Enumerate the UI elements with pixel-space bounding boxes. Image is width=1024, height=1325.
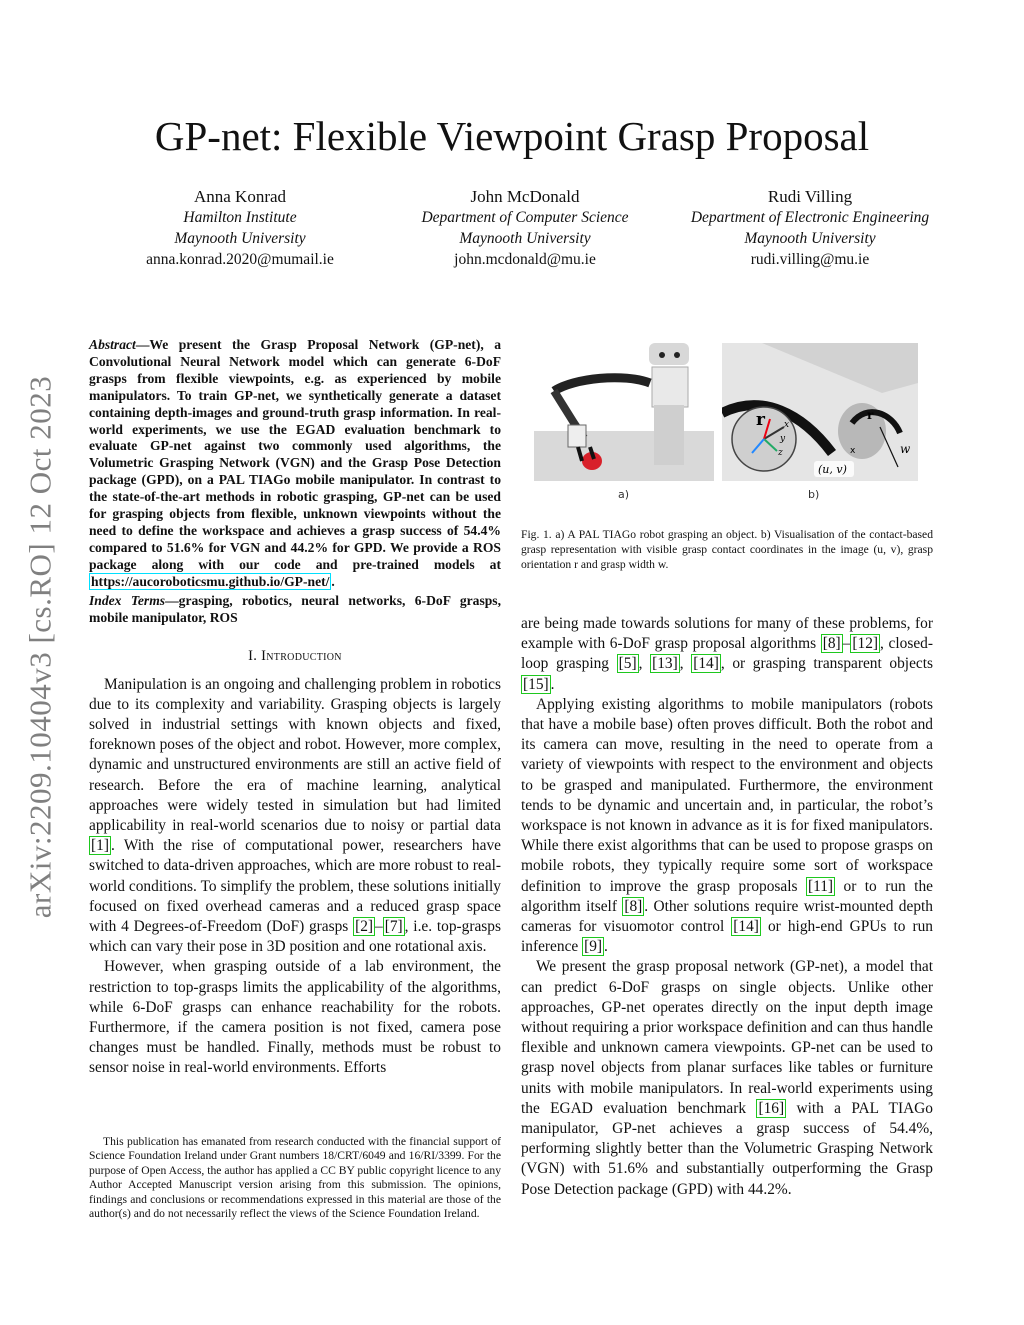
abstract-lead: Abstract [89,337,136,352]
index-terms [89,593,501,627]
author-name: Anna Konrad [193,187,287,206]
author-affiliation: Hamilton Institute [183,209,297,226]
index-terms-text: —grasping, robotics, neural networks, 6-DoF grasps, mobile manipulator, ROS [89,592,501,625]
citation-link[interactable]: [12] [852,635,879,653]
left-column [89,337,501,1079]
citation-link[interactable]: [1] [91,837,109,855]
author-affiliation: Department of Electronic Engineering [690,209,930,226]
figure-1 [534,343,926,503]
figure-label-a: a) [618,488,630,501]
grasp-orientation-symbol: r [756,410,765,430]
citation-link[interactable]: [5] [618,655,637,673]
author-email: john.mcdonald@mu.ie [454,251,596,268]
author-2 [385,186,665,270]
paper-title: GP-net: Flexible Viewpoint Grasp Proposal [154,113,870,159]
project-link[interactable]: https://aucoroboticsmu.github.io/GP-net/ [91,573,330,589]
citation-link[interactable]: [8] [624,897,643,915]
citation-link[interactable]: [7] [384,918,403,936]
footnote: This publication has emanated from research conducted with the financial support of Science Foundation Ireland under Grant numbers 18/CRT/6049 and 16/RI/3399. For the purpose of Open Access, the author has applied a CC BY public copyright licence to any Author Accepted Manuscript version arising from this submission. The opinions, findings and conclusions or recommendations expressed in this material are those of the author(s) and do not necessarily reflect the views of the Science Foundation Ireland. [89,1135,501,1221]
author-email: anna.konrad.2020@mumail.ie [146,251,334,268]
author-name: John McDonald [470,187,580,206]
author-name: Rudi Villing [767,187,853,206]
citation-link[interactable]: [16] [758,1099,785,1117]
citation-link[interactable]: [15] [523,675,549,693]
index-terms-lead: Index Terms [89,592,166,608]
svg-text:x: x [850,446,856,456]
author-block [100,186,950,270]
abstract-text: —We present the Grasp Proposal Network (GP-net), a Convolutional Neural Network model which can generate 6-DoF grasps from flexible viewpoints, e.g. as experienced by mobile manipulators. To train GP-net, we synthetically generate a dataset containing depth-images and ground-truth grasp information. In real-world experiments, we use the EGAD evaluation benchmark to evaluate GP-net against two commonly used algorithms, the Volumetric Grasping Network (VGN) and the Grasp Pose Detection package (GPD), on a PAL TIAGo mobile manipulator. In contrast to the state-of-the-art methods in robotic grasping, GP-net can be used for grasping objects from flexible, unknown viewpoints without the need to define the workspace and achieves a grasp success of 54.4% compared to 51.6% for VGN and 44.2% for GPD. We provide a ROS package along with our code and pre-trained models at [89,337,501,572]
robot-photo [534,343,714,481]
citation-link[interactable]: [9] [584,938,603,956]
figure-label-b: b) [808,488,820,501]
author-affiliation: Maynooth University [174,230,306,247]
grasp-visualisation [722,343,918,481]
author-affiliation: Maynooth University [459,230,591,247]
svg-text:x: x [784,420,790,430]
grasp-width-symbol: w [900,442,911,456]
author-affiliation: Department of Computer Science [421,209,629,226]
abstract: Abstract—We present the Grasp Proposal Network (GP-net), a Convolutional Neural Network model which can generate 6-DoF grasps from flexible viewpoints, e.g. as experienced by mobile manipulators. To train GP-net, we synthetically generate a dataset containing depth-images and ground-truth grasp information. In real-world experiments, we use the EGAD evaluation benchmark to evaluate GP-net against two commonly used algorithms, the Volumetric Grasping Network (VGN) and the Grasp Pose Detection package (GPD), on a PAL TIAGo mobile manipulator. In contrast to the state-of-the-art methods in robotic grasping, GP-net can be used for grasping objects from flexible, unknown viewpoints without the need to define the workspace and achieves a grasp success of 54.4% compared to 51.6% for VGN and 44.2% for GPD. We provide a ROS package along with our code and pre-trained models at https://aucoroboticsmu.github.io/GP-net/ . [89,337,501,589]
arxiv-stamp: arXiv:2209.10404v3 [cs.RO] 12 Oct 2023 [22,375,57,919]
citation-link[interactable]: [13] [652,655,678,673]
citation-link[interactable]: [2] [355,918,374,936]
section-heading-introduction: I. Introduction [248,648,342,665]
figure-caption: Fig. 1. a) A PAL TIAGo robot grasping an object. b) Visualisation of the contact-based grasp representation with visible grasp contact coordinates in the image (u, v), grasp orientation r and grasp width w. [521,528,933,571]
author-affiliation: Maynooth University [744,230,876,247]
intro-paragraph-4: We present the grasp proposal network (GP-net), a model that can predict 6-DoF grasps on single objects. Unlike other approaches, GP-net operates directly on the input depth image without requiring a prior workspace definition and can thus handle flexible and unknown camera viewpoints. GP-net can be used to grasp novel objects from planar surfaces like tables or furniture units with mobile manipulators. In real-world experiments using the EGAD evaluation benchmark [16] with a PAL TIAGo manipulator, GP-net achieves a grasp success of 54.4%, performing slightly better than the Volumetric Grasping Network (VGN) with 51.6% and substantially outperforming the Grasp Pose Detection package (GPD) with 44.2%. [521,958,933,1198]
citation-link[interactable]: [14] [733,918,759,936]
right-column [521,614,933,1200]
svg-text:r: r [867,408,874,422]
intro-paragraph-3: Applying existing algorithms to mobile manipulators (robots that have a mobile base) often proves difficult. Both the robot and its camera can move, resulting in the need to operate from a variety of viewpoints with respect to the environment and objects to be grasped and manipulated. Furthermore, the environment tends to be dynamic and uncertain and, in particular, the robot’s workspace is not known in advance as it is for fixed manipulators. While there exist algorithms that can be used to propose grasps on mobile robots, they typically require some sort of workspace definition to improve the grasp proposals [11] or to run the algorithm itself [8] . Other solutions require wrist-mounted depth cameras for visuomotor control [14] or high-end GPUs to run inference [9] . [521,695,933,956]
contact-coord-symbol: (u, v) [818,463,847,476]
svg-text:z: z [778,448,783,458]
svg-text:y: y [780,434,786,444]
citation-link[interactable]: [11] [807,877,834,895]
author-1 [100,186,380,270]
intro-paragraph-2: However, when grasping outside of a lab environment, the restriction to top-grasps limits the applicability of the algorithms, while 6-DoF grasps can enhance reachability for the robots. Furthermore, if the camera position is not fixed, camera pose changes must be handled. Finally, methods must be robust to sensor noise in real-world environments. Efforts [89,958,501,1077]
author-email: rudi.villing@mu.ie [750,251,870,268]
author-3 [670,186,950,270]
citation-link[interactable]: [14] [693,655,719,673]
citation-link[interactable]: [8] [822,635,841,653]
intro-paragraph-1: Manipulation is an ongoing and challenging problem in robotics due to its complexity and variability. Grasping objects is largely solved in industrial settings with known objects and fixed, foreknown poses of the object and robot. However, more complex, dynamic and unstructured environments are still an active field of research. Before the era of machine learning, analytical approaches were widely tested in simulation but had limited applicability in real-world scenarios due to noisy or partial data [1] . With the rise of computational power, researchers have switched to data-driven approaches, which are more robust to real-world conditions. To simplify the problem, these solutions initially focused on fixed overhead cameras and a reduced grasp space with 4 Degrees-of-Freedom (DoF) grasps [2] – [7] , i.e. top-grasps which can vary their pose in 3D position and one rotational axis. [89,675,501,956]
intro-paragraph-2-continued: are being made towards solutions for many of these problems, for example with 6-DoF grasp proposal algorithms [8] – [12] , closed-loop grasping [5] , [13] , [14] , or grasping transparent objects [15] . [521,615,934,693]
